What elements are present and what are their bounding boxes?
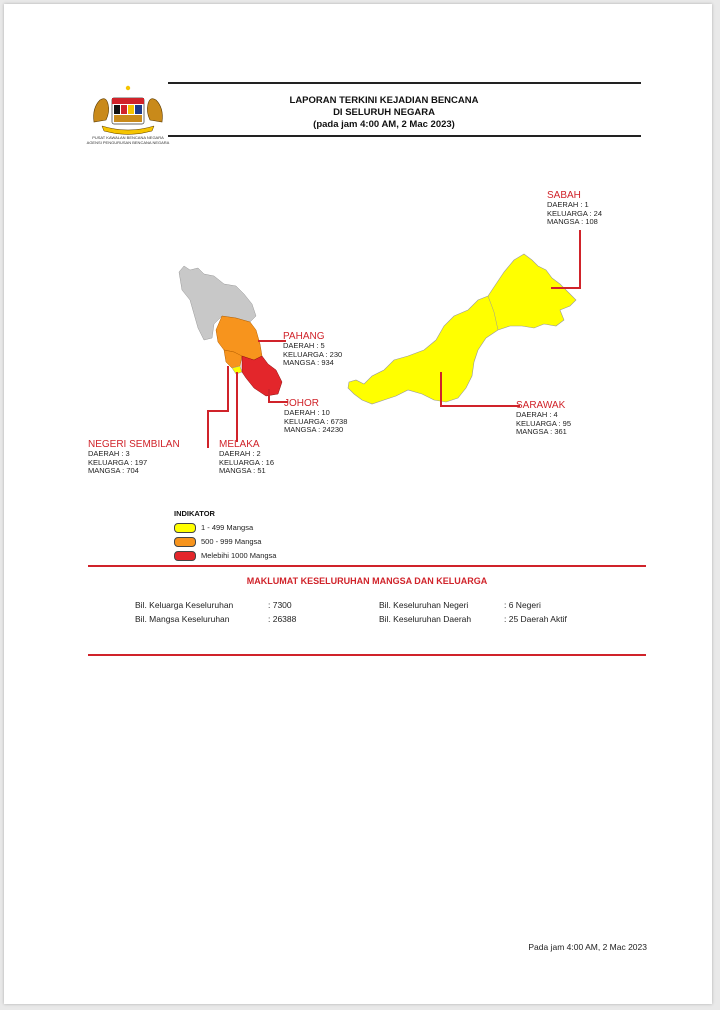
melaka-keluarga: KELUARGA : 16 — [219, 457, 275, 467]
pahang-mangsa: MANGSA : 934 — [283, 358, 334, 367]
melaka-daerah: DAERAH : 2 — [219, 449, 261, 458]
legend-swatch-orange — [174, 537, 196, 547]
negeri-sembilan-leader-line — [227, 366, 229, 411]
negeri-sembilan-daerah: DAERAH : 3 — [88, 449, 130, 458]
report-title-line2: DI SELURUH NEGARA — [333, 107, 435, 118]
negeri-sembilan-leader-drop — [207, 410, 209, 448]
pahang-keluarga: KELUARGA : 230 — [283, 349, 343, 359]
negeri-sembilan-keluarga: KELUARGA : 197 — [88, 457, 148, 467]
pahang-leader-line — [258, 340, 286, 342]
johor-daerah: DAERAH : 10 — [284, 408, 330, 417]
legend-swatch-yellow — [174, 523, 196, 533]
keluarga-total-label: Bil. Keluarga Keseluruhan — [135, 600, 234, 610]
johor-region — [242, 356, 282, 396]
report-title-line3: (pada jam 4:00 AM, 2 Mac 2023) — [313, 119, 455, 130]
malaysia-map — [4, 4, 712, 504]
negeri-total-label: Bil. Keseluruhan Negeri — [379, 600, 469, 610]
mangsa-total-value: : 26388 — [268, 614, 297, 624]
state-name-sarawak: SARAWAK — [516, 400, 566, 411]
report-page — [4, 4, 712, 1004]
negeri-sembilan-leader-arm — [207, 410, 229, 412]
melaka-mangsa: MANGSA : 51 — [219, 466, 266, 475]
sarawak-label — [516, 400, 571, 437]
sabah-keluarga: KELUARGA : 24 — [547, 208, 603, 218]
johor-label — [284, 398, 347, 435]
sabah-leader-arm — [551, 287, 581, 289]
summary-heading: MAKLUMAT KESELURUHAN MANGSA DAN KELUARGA — [246, 576, 488, 586]
agency-name-line1: PUSAT KAWALAN BENCANA NEGARA — [92, 135, 164, 140]
footer-timestamp: Pada jam 4:00 AM, 2 Mac 2023 — [528, 942, 647, 952]
negeri-total-value: : 6 Negeri — [504, 600, 541, 610]
johor-keluarga: KELUARGA : 6738 — [284, 416, 348, 426]
borneo-region — [348, 254, 576, 404]
sabah-leader-line — [579, 230, 581, 288]
melaka-leader-line — [236, 372, 238, 442]
pahang-label — [283, 331, 342, 368]
sarawak-leader-arm — [440, 405, 520, 407]
summary-bottom-rule — [88, 654, 646, 656]
keluarga-total-value: : 7300 — [268, 600, 292, 610]
pahang-daerah: DAERAH : 5 — [283, 341, 325, 350]
legend-label-yellow: 1 - 499 Mangsa — [201, 523, 254, 532]
state-name-pahang: PAHANG — [283, 331, 325, 342]
sabah-label — [547, 190, 602, 227]
report-title-line1: LAPORAN TERKINI KEJADIAN BENCANA — [289, 95, 479, 106]
sabah-mangsa: MANGSA : 108 — [547, 217, 598, 226]
daerah-total-value: : 25 Daerah Aktif — [504, 614, 567, 624]
sarawak-mangsa: MANGSA : 361 — [516, 427, 567, 436]
mangsa-total-label: Bil. Mangsa Keseluruhan — [135, 614, 230, 624]
state-name-johor: JOHOR — [284, 398, 319, 409]
legend-swatch-red — [174, 551, 196, 561]
sarawak-keluarga: KELUARGA : 95 — [516, 418, 572, 428]
legend-title: INDIKATOR — [174, 509, 215, 518]
negeri-sembilan-label — [88, 439, 180, 476]
state-name-sabah: SABAH — [547, 190, 581, 201]
melaka-label — [219, 439, 274, 476]
state-name-melaka: MELAKA — [219, 439, 260, 450]
daerah-total-label: Bil. Keseluruhan Daerah — [379, 614, 472, 624]
sarawak-leader-line — [440, 372, 442, 406]
sarawak-daerah: DAERAH : 4 — [516, 410, 558, 419]
legend-label-orange: 500 - 999 Mangsa — [201, 537, 262, 546]
state-name-negeri-sembilan: NEGERI SEMBILAN — [88, 439, 180, 450]
summary-top-rule — [88, 565, 646, 567]
agency-name-line2: AGENSI PENGURUSAN BENCANA NEGARA — [86, 140, 170, 145]
legend-label-red: Melebihi 1000 Mangsa — [201, 551, 277, 560]
negeri-sembilan-mangsa: MANGSA : 704 — [88, 466, 139, 475]
sabah-daerah: DAERAH : 1 — [547, 200, 589, 209]
pahang-region — [216, 316, 262, 360]
johor-mangsa: MANGSA : 24230 — [284, 425, 344, 434]
